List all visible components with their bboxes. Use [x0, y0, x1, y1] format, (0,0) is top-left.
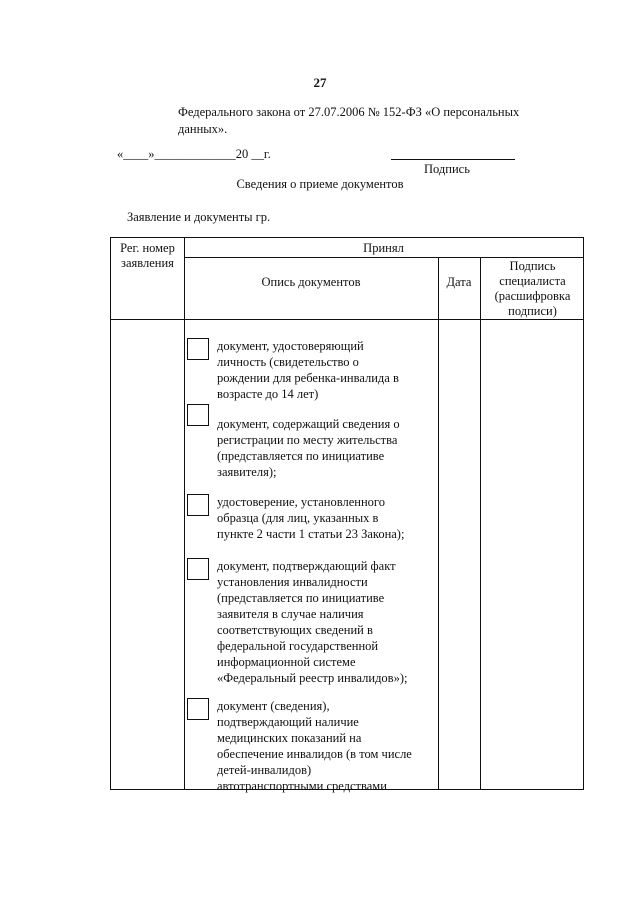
registration-checkbox[interactable]: [187, 404, 209, 426]
row-divider-header: [111, 319, 583, 320]
disability-checkbox[interactable]: [187, 558, 209, 580]
inventory-header: Опись документов: [261, 275, 361, 289]
intro-line-1: Федерального закона от 27.07.2006 № 152-ФЗ «О персональных: [178, 105, 520, 119]
signature-header-line-2: специалиста: [499, 274, 566, 288]
registration-text: документ, содержащий сведения о регистрации по месту жительства (представляется по инициативе заявителя);: [217, 417, 400, 479]
signature-header-line-3: (расшифровка: [494, 289, 571, 303]
identity-text: документ, удостоверяющий личность (свидетельство о рождении для ребенка-инвалида в возрасте до 14 лет): [217, 339, 399, 401]
certificate-text: удостоверение, установленного образца (для лиц, указанных в пункте 2 части 1 статьи 23 Закона);: [217, 495, 405, 541]
applicant-label: Заявление и документы гр.: [127, 210, 271, 224]
certificate-checkbox[interactable]: [187, 494, 209, 516]
page-number: 27: [313, 75, 327, 90]
reg-header-line-2: заявления: [121, 256, 174, 270]
accepted-header: Принял: [363, 241, 404, 255]
disability-text: документ, подтверждающий факт установления инвалидности (представляется по инициативе заявителя в случае наличия соответствующих сведений в федеральной государственной информационной системе «Федеральный реестр инвалидов»);: [217, 559, 408, 685]
intro-line-2: данных».: [178, 122, 228, 136]
date-header: Дата: [446, 275, 472, 289]
signature-line: [391, 159, 515, 160]
identity-checkbox[interactable]: [187, 338, 209, 360]
row-divider-accepted: [184, 257, 583, 258]
col-divider-signature: [480, 257, 481, 789]
col-divider-reg: [184, 238, 185, 789]
documents-table: [110, 237, 584, 793]
intro-paragraph: [178, 104, 584, 138]
signature-header: [480, 259, 585, 319]
reg-header-line-1: Рег. номер: [120, 241, 175, 255]
medical-checkbox[interactable]: [187, 698, 209, 720]
section-title: Сведения о приеме документов: [236, 177, 404, 191]
date-placeholder: «____»_____________20 __г.: [117, 147, 271, 161]
medical-text: документ (сведения), подтверждающий наличие медицинских показаний на обеспечение инвалидов (в том числе детей-инвалидов) автотранспортными средствами: [217, 699, 412, 793]
signature-header-line-4: подписи): [508, 304, 557, 318]
signature-label: Подпись: [424, 162, 470, 176]
signature-header-line-1: Подпись: [509, 259, 556, 273]
reg-number-header: [111, 241, 184, 271]
